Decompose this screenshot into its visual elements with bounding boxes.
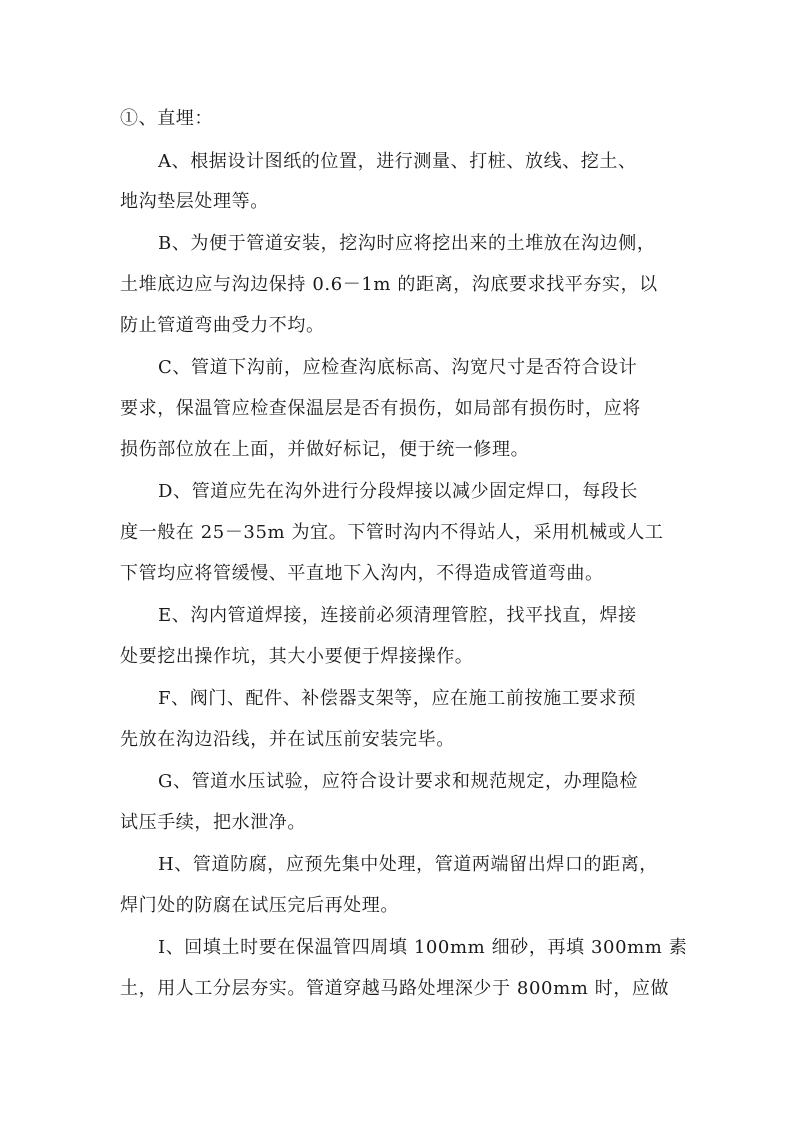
- paragraph-e-line-2: 处要挖出操作坑，其大小要便于焊接操作。: [120, 646, 474, 667]
- paragraph-c-line-1: C、管道下沟前，应检查沟底标高、沟宽尺寸是否符合设计: [158, 357, 638, 378]
- paragraph-b-line-2: 土堆底边应与沟边保持 0.6－1m 的距离，沟底要求找平夯实，以: [120, 274, 658, 295]
- paragraph-i-line-1: I、回填土时要在保温管四周填 100mm 细砂，再填 300mm 素: [158, 937, 688, 958]
- paragraph-a-line-1: A、根据设计图纸的位置，进行测量、打桩、放线、挖土、: [158, 151, 637, 172]
- paragraph-g-line-2: 试压手续，把水泄净。: [120, 812, 306, 833]
- paragraph-f-line-1: F、阀门、配件、补偿器支架等，应在施工前按施工要求预: [158, 688, 637, 709]
- paragraph-b-line-1: B、为便于管道安装，挖沟时应将挖出来的土堆放在沟边侧，: [158, 233, 656, 254]
- paragraph-f-line-2: 先放在沟边沿线，并在试压前安装完毕。: [120, 729, 455, 750]
- paragraph-c-line-3: 损伤部位放在上面，并做好标记，便于统一修理。: [120, 439, 530, 460]
- paragraph-a-line-2: 地沟垫层处理等。: [120, 191, 269, 212]
- paragraph-g-line-1: G、管道水压试验，应符合设计要求和规范规定，办理隐检: [158, 771, 638, 792]
- section-heading: ①、直埋：: [120, 108, 213, 129]
- paragraph-b-line-3: 防止管道弯曲受力不均。: [120, 315, 325, 336]
- paragraph-d-line-3: 下管均应将管缓慢、平直地下入沟内，不得造成管道弯曲。: [120, 563, 604, 584]
- paragraph-c-line-2: 要求，保温管应检查保温层是否有损伤，如局部有损伤时，应将: [120, 398, 641, 419]
- paragraph-h-line-1: H、管道防腐，应预先集中处理，管道两端留出焊口的距离，: [158, 854, 658, 875]
- paragraph-h-line-2: 焊门处的防腐在试压完后再处理。: [120, 895, 399, 916]
- paragraph-e-line-1: E、沟内管道焊接，连接前必须清理管腔，找平找直，焊接: [158, 605, 637, 626]
- paragraph-d-line-1: D、管道应先在沟外进行分段焊接以减少固定焊口，每段长: [158, 481, 639, 502]
- paragraph-i-line-2: 土，用人工分层夯实。管道穿越马路处埋深少于 800mm 时，应做: [120, 978, 670, 999]
- paragraph-d-line-2: 度一般在 25－35m 为宜。下管时沟内不得站人，采用机械或人工: [120, 522, 664, 543]
